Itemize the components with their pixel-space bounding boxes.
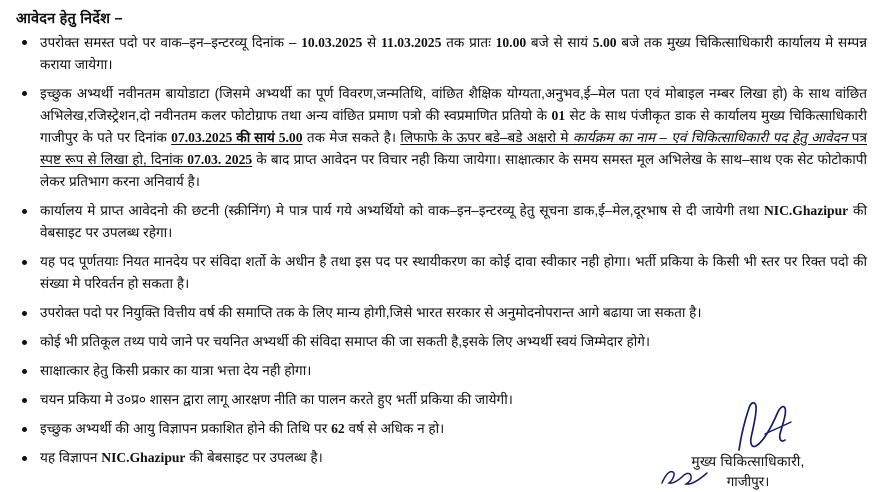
bullet-icon: [22, 427, 27, 432]
text-run: 62: [331, 421, 345, 437]
instruction-text: [40, 450, 323, 465]
text-run: लिफाफे के ऊपर बडे–बडे अक्षरो मे: [400, 130, 573, 146]
text-run: कार्यालय मे प्राप्त आवेदनो की छटनी (स्क्रीनिंग) मे पात्र पार्य गये अभ्यर्थियो को वाक–इन–इन्टरव्यू हेतु सूचना डाक,ई–मेल,दूरभाष से दी जायेगी तथा: [40, 203, 764, 219]
bullet-icon: [22, 260, 27, 265]
signature-initials-icon: [659, 467, 713, 489]
text-run: तक प्रातः: [441, 35, 496, 50]
handwritten-signature: [633, 406, 863, 452]
text-run: यह विज्ञापन: [40, 450, 102, 466]
text-run: तक मेज सकते है।: [302, 130, 401, 146]
instruction-text: [40, 35, 867, 72]
signature-place: गाजीपुर।: [726, 474, 770, 489]
text-run: 07.03.2025 की सायं 5.00: [171, 130, 303, 146]
bullet-icon: [22, 209, 27, 214]
text-run: की बेबसाइट पर उपलब्ध है।: [185, 450, 323, 466]
text-run: से: [362, 35, 381, 50]
instruction-text: [40, 392, 513, 407]
instruction-text: [40, 334, 650, 349]
text-run: 5.00: [592, 35, 617, 50]
instruction-item: [10, 200, 867, 244]
signature-block: [633, 406, 863, 490]
instruction-text: [40, 203, 867, 240]
signature-stroke-icon: [725, 400, 805, 452]
bullet-icon: [22, 311, 27, 316]
text-run: यह पद पूर्णतयाः नियत मानदेय पर संविदा शर्तो के अधीन है तथा इस पद पर स्थायीकरण का कोई दावा स्वीकार नही होगा। भर्ती प्रकिया के किसी भी स्तर पर रिक्त पदो की संख्या मे परिवर्तन हो सकता है।: [40, 254, 867, 292]
text-run: 01: [551, 108, 566, 124]
text-run: इच्छुक अभ्यर्थी की आयु विज्ञापन प्रकाशित होने की तिथि पर: [40, 421, 332, 437]
bullet-icon: [22, 40, 27, 45]
text-run: 07.03. 2025: [187, 152, 253, 168]
text-run: पत्र स्पष्ट रूप से लिखा हो, दिनांक: [40, 130, 867, 168]
text-run: सेट के साथ पंजीकृत डाक से कार्यालय मुख्य चिकित्साधिकारी गाजीपुर के पते पर दिनांक: [40, 108, 868, 146]
text-run: NIC.Ghazipur: [101, 450, 186, 466]
instruction-item: [10, 83, 867, 193]
page-title: आवेदन हेतु निर्देश –: [16, 11, 123, 27]
instruction-item: [10, 302, 867, 324]
instruction-text: [40, 363, 311, 378]
text-run: उपरोक्त समस्त पदो पर वाक–इन–इन्टरव्यू दिनांक –: [40, 35, 302, 50]
bullet-icon: [22, 398, 27, 403]
text-run: वर्ष से अधिक न हो।: [344, 421, 445, 437]
text-run: बजे से सायं: [526, 35, 593, 50]
signature-place-row: [633, 472, 863, 490]
text-run: 10.03.2025: [301, 35, 363, 50]
text-run: 10.00: [495, 35, 527, 50]
text-run: की वेबसाइट पर उपलब्ध रहेगा।: [40, 203, 867, 241]
signature-designation: मुख्य चिकित्साधिकारी,: [691, 454, 805, 469]
text-run: उपरोक्त पदो पर नियुक्ति वित्तीय वर्ष की समाप्ति तक के लिए मान्य होगी,जिसे भारत सरकार से अनुमोदनोपरान्त आगे बढाया जा सकता है।: [40, 305, 702, 321]
text-run: चयन प्रकिया मे उ०प्र० शासन द्वारा लागू आरक्षण नीति का पालन करते हुए भर्ती प्रकिया की जायेगी।: [40, 392, 513, 408]
instruction-text: [40, 305, 702, 320]
text-run: के बाद प्राप्त आवेदन पर विचार नही किया जायेगा। साक्षात्कार के समय समस्त मूल अभिलेख के साथ–साथ एक सेट फोटोकापी लेकर प्रतिभाग करना अनिवार्य है।: [40, 152, 867, 190]
bullet-icon: [22, 91, 27, 96]
instruction-item: [10, 360, 867, 382]
text-run: कोई भी प्रतिकूल तथ्य पाये जाने पर चयनित अभ्यर्थी की संविदा समाप्त की जा सकती है,इसके लिए अभ्यर्थी स्वयं जिम्मेदार होगे।: [40, 334, 651, 350]
text-run: इच्छुक अभ्यर्थी नवीनतम बायोडाटा (जिसमे अभ्यर्थी का पूर्ण विवरण,जन्मतिथि, वांछित शैक्षिक योग्यता,अनुभव,ई–मेल पता एवं मोबाइल नम्बर लिखा हो) के साथ वांछित अभिलेख,रजिस्ट्रेशन,दो नवीनतम कलर फोटोग्राफ तथा अन्य वांछित प्रमाण पत्रो की स्वप्रमाणित प्रतियो के: [40, 86, 867, 124]
instruction-text: [40, 421, 444, 436]
bullet-icon: [22, 456, 27, 461]
instruction-item: [10, 331, 867, 353]
instruction-text: [40, 86, 867, 189]
bullet-icon: [22, 340, 27, 345]
instruction-item: [10, 251, 867, 295]
text-run: बजे तक मुख्य चिकित्साधिकारी कार्यालय मे सम्पन्न कराया जायेगा।: [40, 35, 867, 73]
text-run: साक्षात्कार हेतु किसी प्रकार का यात्रा भत्ता देय नही होगा।: [40, 363, 312, 379]
instruction-item: [10, 32, 867, 76]
instruction-text: [40, 254, 867, 291]
text-run: 11.03.2025: [380, 35, 442, 50]
bullet-icon: [22, 369, 27, 374]
text-run: NIC.Ghazipur: [763, 203, 849, 219]
text-run: कार्यक्रम का नाम – एवं चिकित्साधिकारी पद हेतु आवेदन: [572, 130, 848, 146]
